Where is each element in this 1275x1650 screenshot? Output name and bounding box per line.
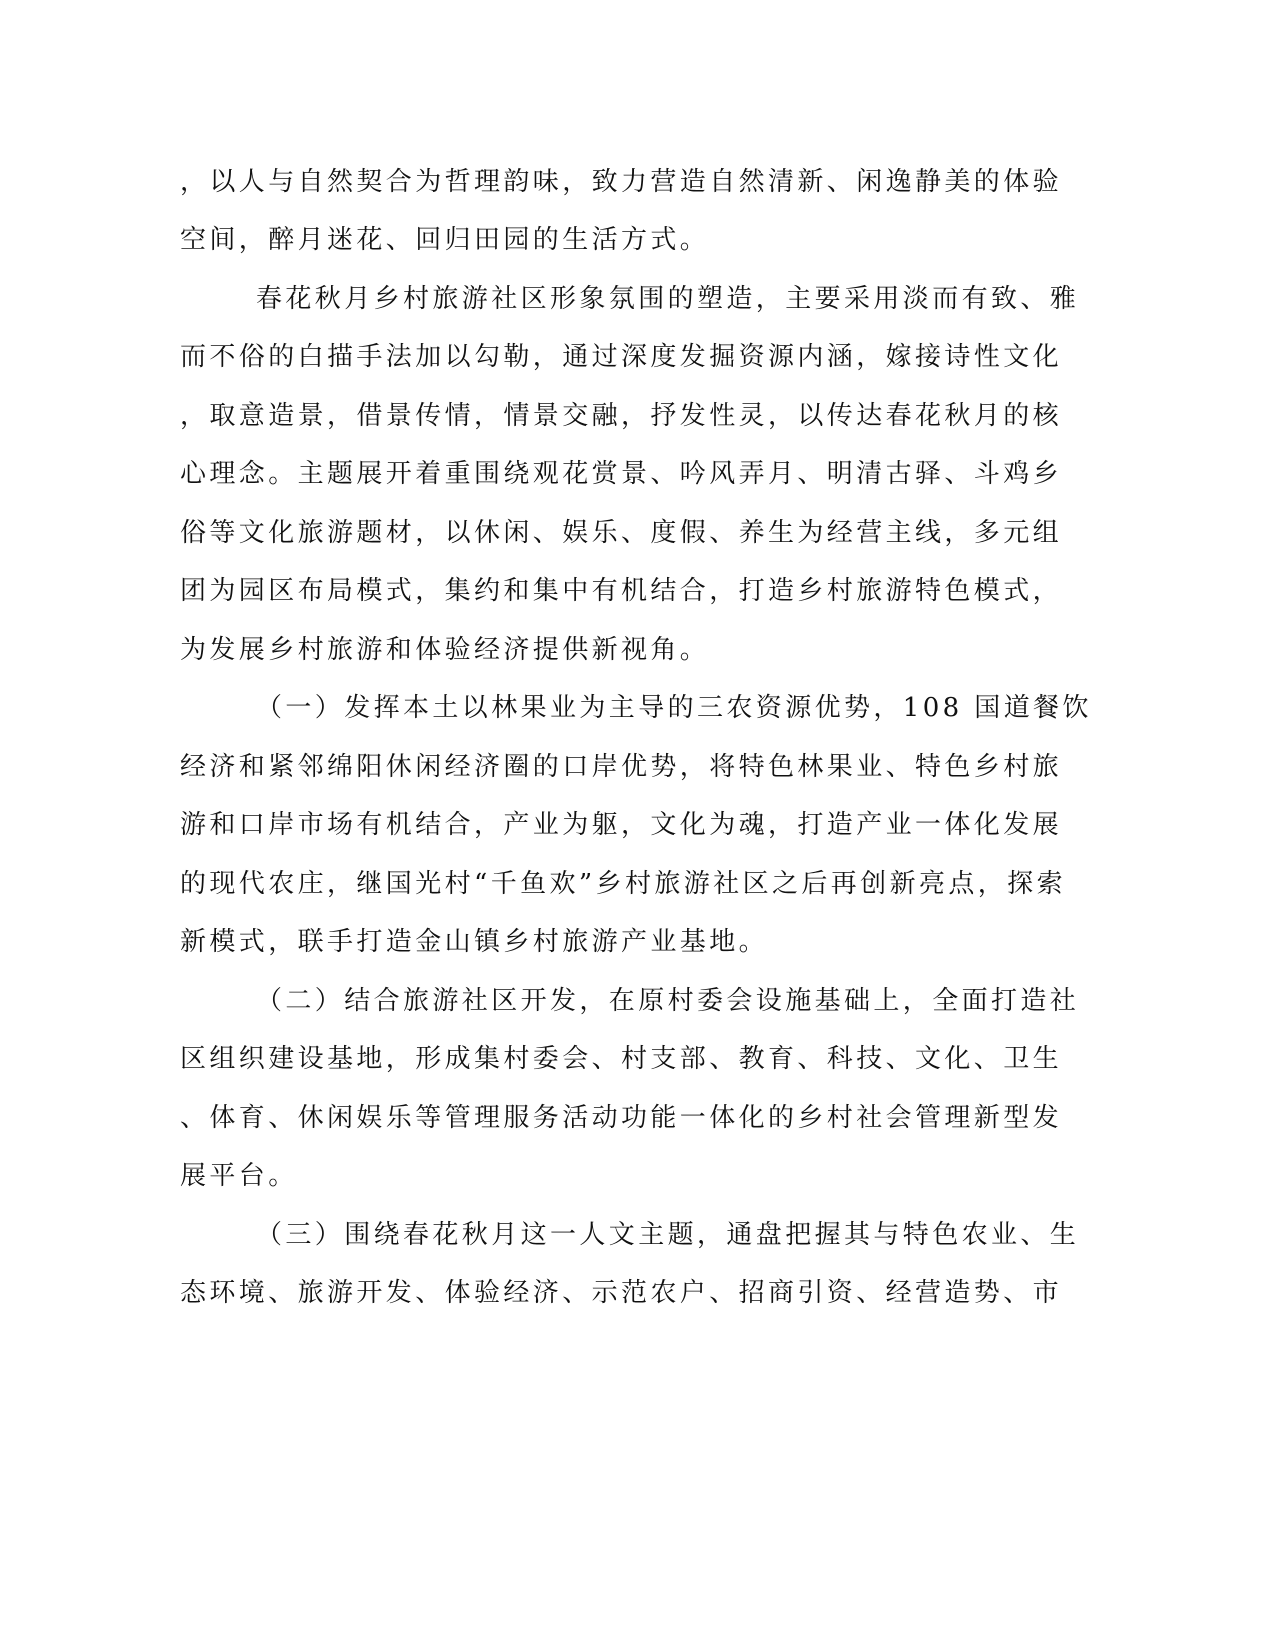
text-line: 团为园区布局模式，集约和集中有机结合，打造乡村旅游特色模式， bbox=[180, 576, 1063, 606]
text-line: 区组织建设基地，形成集村委会、村支部、教育、科技、文化、卫生 bbox=[180, 1044, 1063, 1074]
text-line: 经济和紧邻绵阳休闲经济圈的口岸优势，将特色林果业、特色乡村旅 bbox=[180, 752, 1063, 782]
text-line: 的现代农庄，继国光村“千鱼欢”乡村旅游社区之后再创新亮点，探索 bbox=[180, 869, 1066, 899]
text-line: ，取意造景，借景传情，情景交融，抒发性灵，以传达春花秋月的核 bbox=[180, 401, 1063, 431]
paragraph-first-line: （二）结合旅游社区开发，在原村委会设施基础上，全面打造社 bbox=[256, 986, 1080, 1016]
text-line: 心理念。主题展开着重围绕观花赏景、吟风弄月、明清古驿、斗鸡乡 bbox=[180, 459, 1063, 489]
text-line: 、体育、休闲娱乐等管理服务活动功能一体化的乡村社会管理新型发 bbox=[180, 1103, 1063, 1133]
text-line: 空间，醉月迷花、回归田园的生活方式。 bbox=[180, 225, 710, 255]
text-line: 新模式，联手打造金山镇乡村旅游产业基地。 bbox=[180, 927, 769, 957]
text-line: 展平台。 bbox=[180, 1161, 298, 1191]
text-line: 而不俗的白描手法加以勾勒，通过深度发掘资源内涵，嫁接诗性文化 bbox=[180, 342, 1063, 372]
text-line: 为发展乡村旅游和体验经济提供新视角。 bbox=[180, 635, 710, 665]
text-line: ，以人与自然契合为哲理韵味，致力营造自然清新、闲逸静美的体验 bbox=[180, 167, 1063, 197]
paragraph-first-line: （三）围绕春花秋月这一人文主题，通盘把握其与特色农业、生 bbox=[256, 1220, 1080, 1250]
paragraph-first-line: 春花秋月乡村旅游社区形象氛围的塑造，主要采用淡而有致、雅 bbox=[256, 284, 1080, 314]
text-line: 游和口岸市场有机结合，产业为躯，文化为魂，打造产业一体化发展 bbox=[180, 810, 1063, 840]
text-line: 态环境、旅游开发、体验经济、示范农户、招商引资、经营造势、市 bbox=[180, 1278, 1063, 1308]
paragraph-first-line: （一）发挥本土以林果业为主导的三农资源优势，108 国道餐饮 bbox=[256, 693, 1092, 723]
text-line: 俗等文化旅游题材，以休闲、娱乐、度假、养生为经营主线，多元组 bbox=[180, 518, 1063, 548]
